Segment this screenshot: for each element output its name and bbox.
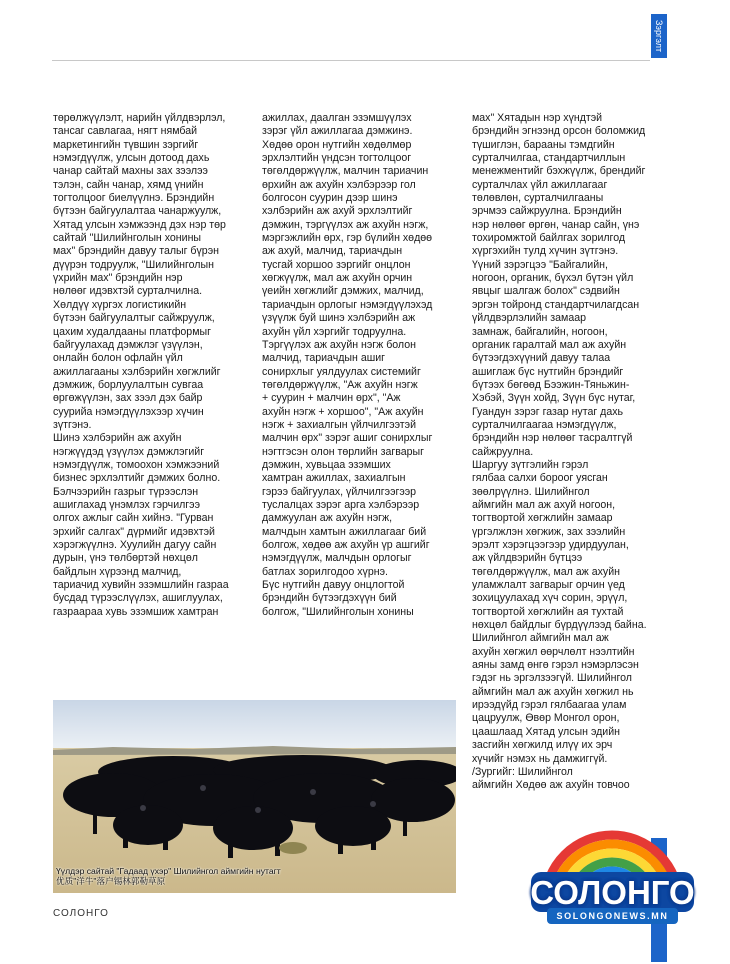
photo-caption-mongolian: Үүлдэр сайтай "Гадаад үхэр" Шилийнгол аймгийн нутагт xyxy=(56,866,281,876)
logo-url: SOLONGONEWS.MN xyxy=(556,911,669,921)
cattle-photo xyxy=(53,700,456,893)
section-tab-label: Зэргэлт xyxy=(654,19,664,53)
logo-title: СОЛОНГО xyxy=(530,874,695,911)
top-divider xyxy=(52,60,650,61)
section-tab xyxy=(651,14,667,58)
article-column-1: төрөлжүүлэлт, нарийн үйлдвэрлэл, тансаг савлагаа, нягт нямбай маркетингийн түвшин зэргийг нэмэгдүүлж, улсын дотоод дахь чанар сайтай махны зах зээлээ тэлэн, сайн чанар, хямд үнийн тогтолцоог биелүүлнэ. Брэндийн бүтээн байгуулалтаа чанаржуулж, Хятад улсын хэмжээнд дэх нэр төр сайтай "Шилийнголын хонины мах" брэндийн давуу талыг бүрэн дүүрэн тодруулж, "Шилийнголын үхрийн мах" брэндийн нэр нөлөөг идэвхтэй сурталчилна. Хөлдүү хүргэх логистикийн бүтээн байгуулалтыг сайжруулж, цахим худалдааны платформыг байгуулахад дэмжлэг үзүүлэн, онлайн болон офлайн үйл ажиллагааны хэлбэрийн хөгжлийг дэмжиж, борлуулалтын сувгаа өргөжүүлэн, зах зээл дэх байр суурийа нэмэгдүүлэхээр хүчин зүтгэнэ. Шинэ хэлбэрийн аж ахуйн нэгжүүдэд үзүүлэх дэмжлэгийг нэмэгдүүлж, томоохон хэмжээний бизнес эрхлэлтийг дэмжих болно. Бэлчээрийн газрыг түрээслэн ашиглахад үнэмлэх гэрчилгээ олгох ажлыг сайн хийнэ. "Гурван эрхийг салгах" дүрмийг идэвхтэй хэрэгжүүлнэ. Хуулийн дагуу сайн дурын, үнэ төлбөртэй нөхцөл байдлын хүрээнд малчид, тариачид хувийн эзэмшлийн газраа бусдад түрээслүүлэх, ашиглуулах, газраараа хувь эзэмшиж хамтран xyxy=(53,112,229,618)
article-column-3: мах" Хятадын нэр хүндтэй брэндийн эгнээнд орсон боломжид түшиглэн, барааны тэмдгийн сурталчилгаа, стандартчиллын менежментийг бэхжүүлж, брендийг сурталчлах үйл ажиллагааг төлөвлөн, сурталчилгааны эрчмээ сайжруулна. Брэндийн нэр нөлөөг өргөн, чанар сайн, үнэ тохиромжтой байлгах зорилгод хүргэхийн тулд хүчин зүтгэнэ. Үүний зэрэгцээ "Байгалийн, ногоон, органик, бүхэл бүтэн үйл явцыг шалгаж болох" сэдвийн эргэн тойронд стандартчилагдсан үйлдвэрлэлийн замаар замнаж, байгалийн, ногоон, органик гаралтай мал аж ахуйн бүтээгдэхүүний давуу талаа ашиглаж бүс нутгийн брэндийг бүтээх бөгөөд Бээжин-Тяньжин- Хэбэй, Зүүн хойд, Зүүн бүс нутаг, Гуандун зэрэг газар нутаг дахь сурталчилгаагаа нэмэгдүүлж, брэндийн нэр нөлөөг тасралтгүй сайжруулна. Шаргуу зүтгэлийн гэрэл гялбаа салхи бороог уясган зөөлрүүлнэ. Шилийнгол аймгийн мал аж ахуй ногоон, тогтвортой хөгжлийн замаар үргэлжлэн хөгжиж, зах зээлийн эрэлт хэрэгцээгээр удирдуулан, аж үйлдвэрийн бүтцээ төгөлдөржүүлж, мал аж ахуйн уламжлалт загварыг орчин үед зохицуулахад хүч сорин, эрүүл, тогтвортой хөгжлийн ая тухтай нөхцөл байдлыг бүрдүүлээд байна. Шилийнгол аймгийн мал аж ахуйн хөгжил өөрчлөлт нээлтийн аяны замд өнгө гэрэл нэмэрлэсэн гэдэг нь эргэлзээгүй. Шилийнгол аймгийн мал аж ахуйн хөгжил нь ирээдүйд гэрэл гялбаагаа улам цацруулж, Өвөр Монгол орон, цаашлаад Хятад улсын эдийн засгийн хөгжилд илүү их эрч хүчийг нэмэх нь дамжиггүй. /Зургийг: Шилийнгол аймгийн Хөдөө аж ахуйн товчоо xyxy=(472,112,647,792)
article-column-2: ажиллах, даалган эзэмшүүлэх зэрэг үйл ажиллагаа дэмжинэ. Хөдөө орон нутгийн хөдөлмөр эрхлэлтийн үндсэн тогтолцоог төгөлдөржүүлж, малчин тариачин өрхийн аж ахуйн хэлбэрээр гол болгосон суурин дээр шинэ хэлбэрийн аж ахуй эрхлэлтийг дэмжин, тэргүүлэх аж ахуйн нэгж, мэргэжлийн өрх, гэр бүлийн хөдөө аж ахуй, малчид, тариачдын тусгай хоршоо зэргийг онцлон хөгжүүлж, мал аж ахуйн орчин үеийн хөгжлийг дэмжих, малчид, тариачдын орлогыг нэмэгдүүлэхэд үзүүлж буй шинэ хэлбэрийн аж ахуйн үйл хэргийг тодруулна. Тэргүүлэх аж ахуйн нэгж болон малчид, тариачдын ашиг сонирхлыг уялдуулах системийг төгөлдөржүүлж, "Аж ахуйн нэгж + суурин + малчин өрх", "Аж ахуйн нэгж + хоршоо", "Аж ахуйн нэгж + захиалгын үйлчилгээтэй малчин өрх" зэрэг ашиг сонирхлыг нэгтгэсэн олон төрлийн загварыг дэмжин, хувьцаа эзэмших хамтран ажиллах, захиалгын гэрээ байгуулах, үйлчилгээгээр туслалцах зэрэг арга хэлбэрээр дамжуулан аж ахуйн нэгж, малчдын хамтын ажиллагааг бий болгож, хөдөө аж ахуйн үр ашгийг нэмэгдүүлж, малчдын орлогыг батлах зорилгодоо хүрнэ. Бүс нутгийн давуу онцлогтой брэндийн бүтээгдэхүүн бий болгож, "Шилийнголын хонины xyxy=(262,112,433,618)
footer-magazine-name: СОЛОНГО xyxy=(53,908,109,919)
photo-caption-chinese: 优质"洋牛"落户锡林郭勒草原 xyxy=(56,876,166,886)
solongo-logo xyxy=(525,822,700,937)
photo-caption xyxy=(56,866,281,886)
